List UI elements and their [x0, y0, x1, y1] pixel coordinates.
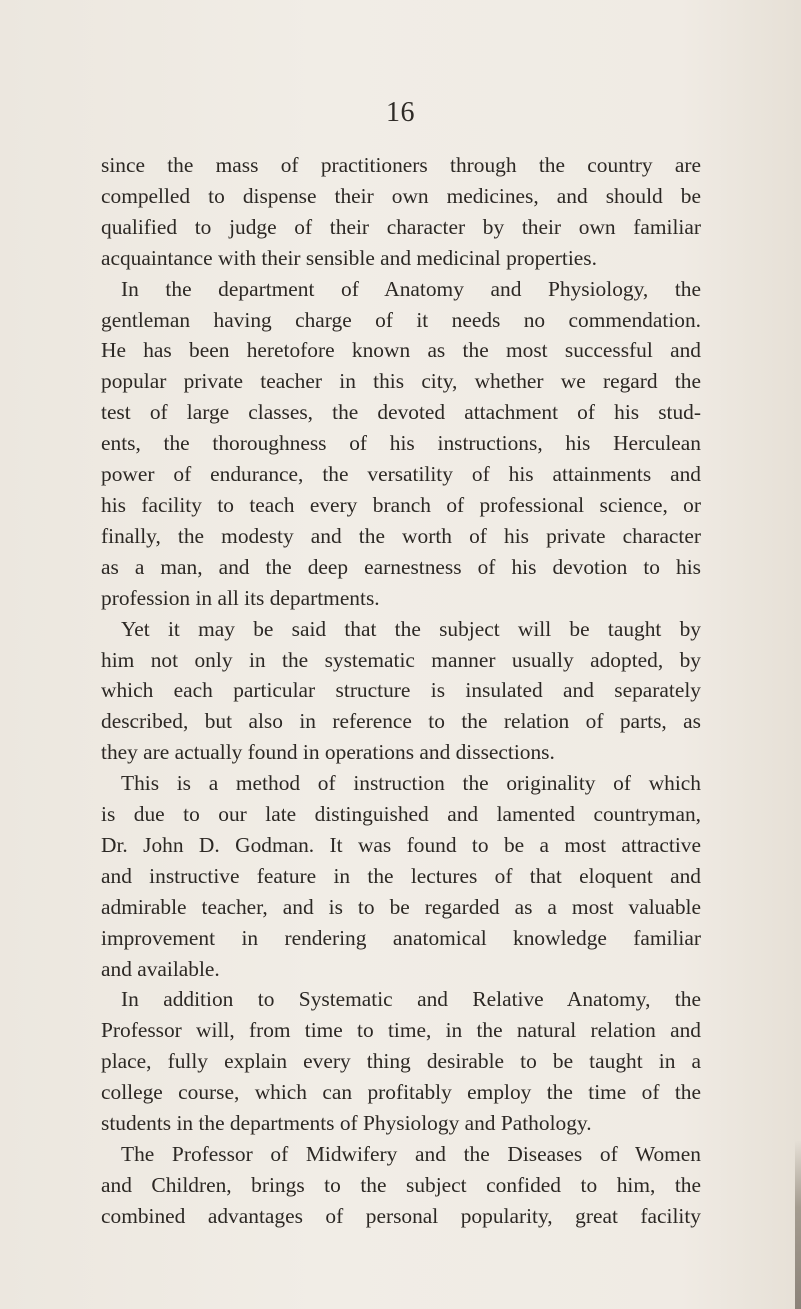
text-line: compelled to dispense their own medicines, and should be — [101, 183, 701, 208]
paragraph-start-line: Yet it may be said that the subject will be taught by — [121, 616, 701, 641]
text-line: finally, the modesty and the worth of his private character — [101, 523, 701, 548]
text-line: is due to our late distinguished and lamented countryman, — [101, 802, 701, 827]
text-line: place, fully explain every thing desirable to be taught in a — [101, 1049, 701, 1074]
text-line: students in the departments of Physiology and Pathology. — [101, 1111, 592, 1136]
text-line: He has been heretofore known as the most successful and — [101, 338, 701, 363]
paragraph-start-line: This is a method of instruction the originality of which — [121, 771, 701, 796]
body-text — [101, 150, 701, 1232]
text-line: acquaintance with their sensible and medicinal properties. — [101, 245, 597, 270]
text-line: him not only in the systematic manner usually adopted, by — [101, 647, 701, 672]
text-line: admirable teacher, and is to be regarded as a most valuable — [101, 894, 701, 919]
text-line: as a man, and the deep earnestness of his devotion to his — [101, 554, 701, 579]
text-line: Professor will, from time to time, in the natural relation and — [101, 1018, 701, 1043]
text-line: test of large classes, the devoted attachment of his stud- — [101, 400, 701, 425]
text-line: his facility to teach every branch of professional science, or — [101, 492, 701, 517]
text-line: ents, the thoroughness of his instructions, his Herculean — [101, 431, 701, 456]
text-line: combined advantages of personal popularity, great facility — [101, 1203, 701, 1228]
page-edge-shadow — [795, 1140, 801, 1309]
text-line: power of endurance, the versatility of his attainments and — [101, 462, 701, 487]
text-line: they are actually found in operations and dissections. — [101, 740, 555, 765]
text-line: Dr. John D. Godman. It was found to be a most attractive — [101, 832, 701, 857]
text-line: described, but also in reference to the relation of parts, as — [101, 709, 701, 734]
page-number: 16 — [386, 97, 415, 128]
text-line: and available. — [101, 956, 220, 981]
text-line: popular private teacher in this city, whether we regard the — [101, 369, 701, 394]
text-line: and instructive feature in the lectures of that eloquent and — [101, 863, 701, 888]
text-line: since the mass of practitioners through the country are — [101, 153, 701, 177]
text-line: which each particular structure is insulated and separately — [101, 678, 701, 703]
text-line: college course, which can profitably employ the time of the — [101, 1080, 701, 1105]
text-line: improvement in rendering anatomical knowledge familiar — [101, 925, 701, 950]
paragraph-start-line: In the department of Anatomy and Physiology, the — [121, 276, 701, 301]
paragraph-start-line: In addition to Systematic and Relative Anatomy, the — [121, 987, 701, 1012]
text-line: and Children, brings to the subject confided to him, the — [101, 1172, 701, 1197]
paragraph-start-line: The Professor of Midwifery and the Diseases of Women — [121, 1142, 701, 1166]
text-line: qualified to judge of their character by their own familiar — [101, 214, 701, 239]
text-line: profession in all its departments. — [101, 585, 380, 610]
text-line: gentleman having charge of it needs no commendation. — [101, 307, 701, 332]
